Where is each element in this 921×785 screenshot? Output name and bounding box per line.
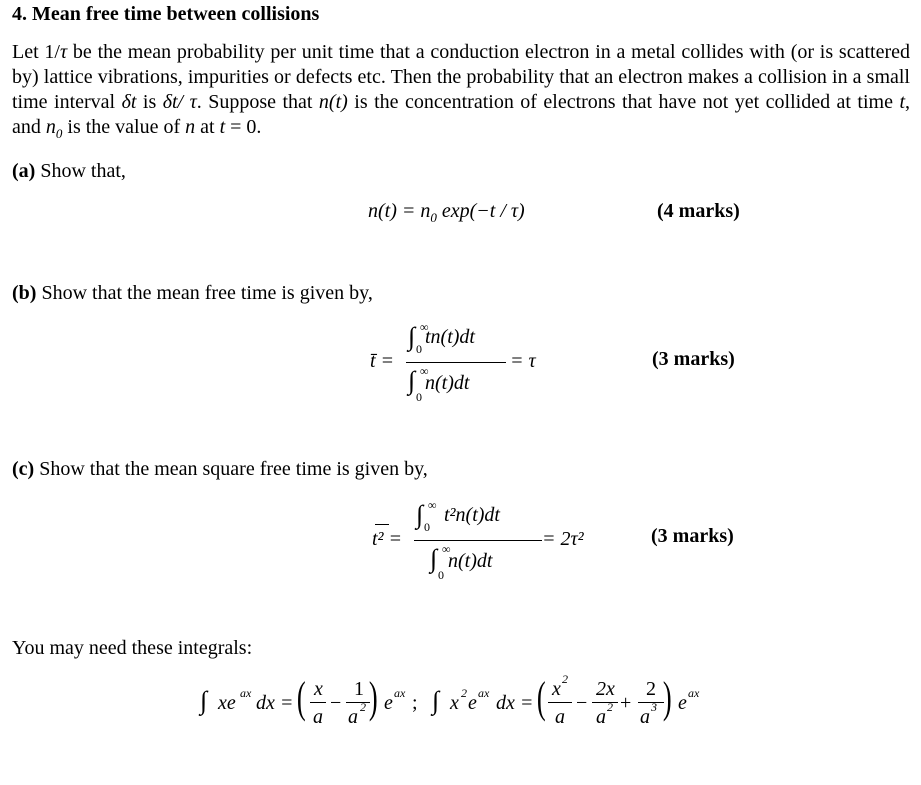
part-a-label: (a) Show that,: [12, 160, 126, 182]
part-b-label: (b) Show that the mean free time is given by,: [12, 282, 373, 304]
part-b-equation: t̄ = ∫ ∞ 0 tn(t)dt ∫ ∞ 0 n(t)dt = τ: [370, 320, 536, 404]
question-intro: Let 1/τ be the mean probability per unit time that a conduction electron in a metal collides with (or is scattered by) lattice vibrations, impurities or defects etc. Then the probability that an electron makes a collision in a small time interval δt is δt/ τ. Suppose that n(t) is the concentration of electrons that have not yet collided at time t, and $n_0$ is the value of n at t = 0.: [12, 41, 910, 141]
part-c-label: (c) Show that the mean square free time is given by,: [12, 458, 428, 480]
part-c-equation: t² = ∫ ∞ 0 t²n(t)dt ∫ ∞ 0 n(t)dt = 2τ²: [372, 498, 584, 582]
integrals-formulas: ∫ xe ax dx = ( x a − 1 a 2 ) e ax ; ∫ x 2 e ax dx = ( x 2 a − 2x a 2 + 2 a 3 ) e ax: [200, 672, 700, 728]
part-a-equation: $n(t) = n_0$ exp(−t / τ): [368, 200, 525, 225]
part-a-marks: (4 marks): [657, 200, 740, 222]
integrals-intro: You may need these integrals:: [12, 637, 253, 659]
part-c-marks: (3 marks): [651, 525, 734, 547]
question-title: 4. Mean free time between collisions: [12, 3, 320, 25]
part-b-marks: (3 marks): [652, 348, 735, 370]
